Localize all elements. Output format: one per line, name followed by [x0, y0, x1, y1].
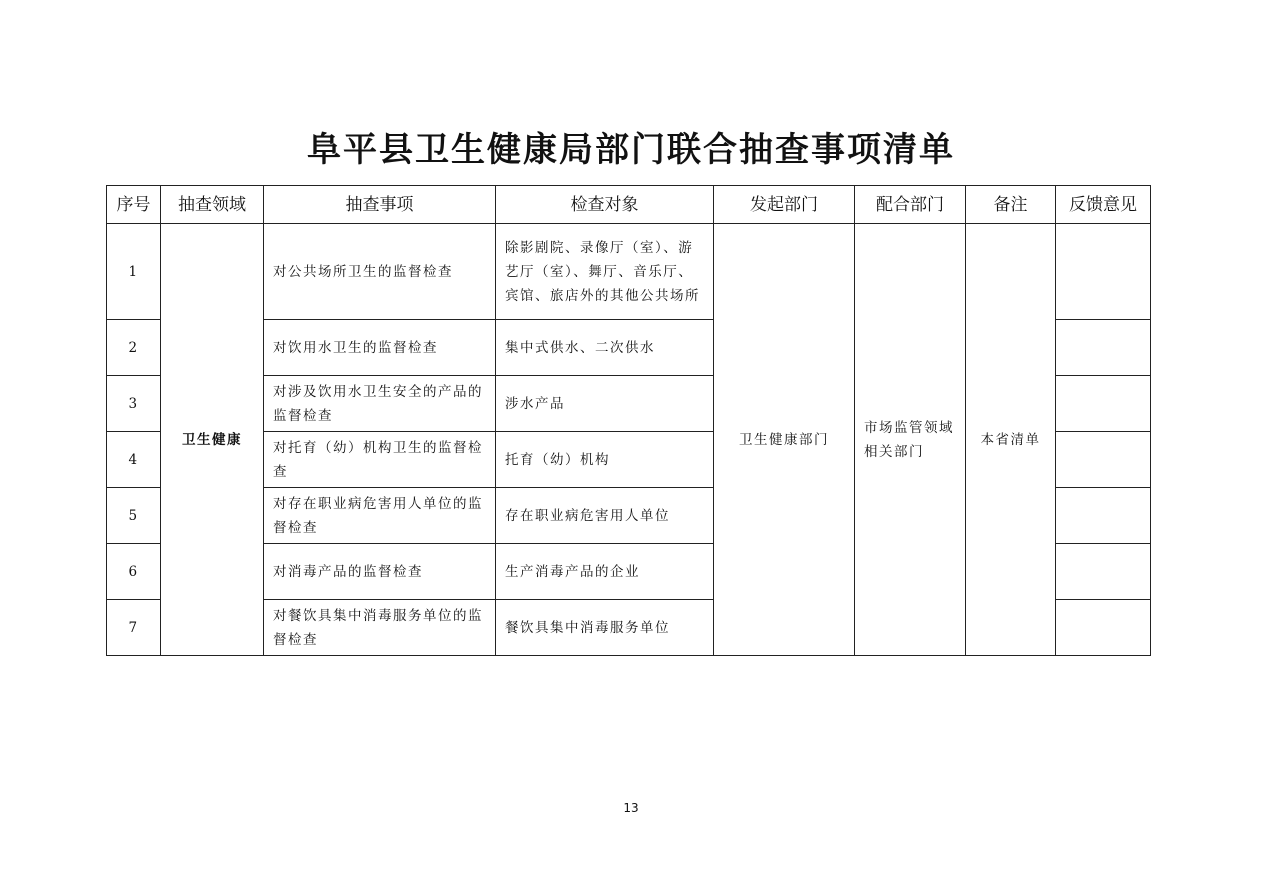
- inspection-item: 对存在职业病危害用人单位的监督检查: [264, 488, 496, 544]
- inspection-target: 集中式供水、二次供水: [496, 320, 714, 376]
- cooperating-dept-cell: 市场监管领域相关部门: [855, 224, 966, 656]
- inspection-item: 对饮用水卫生的监督检查: [264, 320, 496, 376]
- header-cell: 抽查事项: [264, 186, 496, 224]
- header-cell: 备注: [966, 186, 1056, 224]
- inspection-item: 对餐饮具集中消毒服务单位的监督检查: [264, 600, 496, 656]
- header-cell: 检查对象: [496, 186, 714, 224]
- row-number: 4: [107, 432, 161, 488]
- row-number: 6: [107, 544, 161, 600]
- page-number: 13: [623, 801, 639, 815]
- header-cell: 配合部门: [855, 186, 966, 224]
- header-cell: 发起部门: [714, 186, 855, 224]
- inspection-item: 对涉及饮用水卫生安全的产品的监督检查: [264, 376, 496, 432]
- feedback-cell[interactable]: [1056, 544, 1151, 600]
- inspection-target: 生产消毒产品的企业: [496, 544, 714, 600]
- inspection-target: 餐饮具集中消毒服务单位: [496, 600, 714, 656]
- inspection-table: [106, 185, 1151, 656]
- page-title: 阜平县卫生健康局部门联合抽查事项清单: [307, 130, 955, 170]
- feedback-cell[interactable]: [1056, 600, 1151, 656]
- inspection-item: 对消毒产品的监督检查: [264, 544, 496, 600]
- inspection-item: 对托育（幼）机构卫生的监督检查: [264, 432, 496, 488]
- header-cell: 抽查领域: [161, 186, 264, 224]
- feedback-cell[interactable]: [1056, 376, 1151, 432]
- table-row: [107, 224, 1151, 320]
- feedback-cell[interactable]: [1056, 432, 1151, 488]
- feedback-cell[interactable]: [1056, 488, 1151, 544]
- inspection-target: 托育（幼）机构: [496, 432, 714, 488]
- inspection-item: 对公共场所卫生的监督检查: [264, 224, 496, 320]
- feedback-cell[interactable]: [1056, 320, 1151, 376]
- row-number: 1: [107, 224, 161, 320]
- row-number: 7: [107, 600, 161, 656]
- remark-cell: 本省清单: [966, 224, 1056, 656]
- row-number: 3: [107, 376, 161, 432]
- inspection-domain-cell: 卫生健康: [161, 224, 264, 656]
- inspection-target: 除影剧院、录像厅（室）、游艺厅（室）、舞厅、音乐厅、宾馆、旅店外的其他公共场所: [496, 224, 714, 320]
- header-cell: 反馈意见: [1056, 186, 1151, 224]
- initiating-dept-cell: 卫生健康部门: [714, 224, 855, 656]
- row-number: 2: [107, 320, 161, 376]
- inspection-target: 存在职业病危害用人单位: [496, 488, 714, 544]
- row-number: 5: [107, 488, 161, 544]
- table-header-row: [107, 186, 1151, 224]
- feedback-cell[interactable]: [1056, 224, 1151, 320]
- inspection-target: 涉水产品: [496, 376, 714, 432]
- header-cell: 序号: [107, 186, 161, 224]
